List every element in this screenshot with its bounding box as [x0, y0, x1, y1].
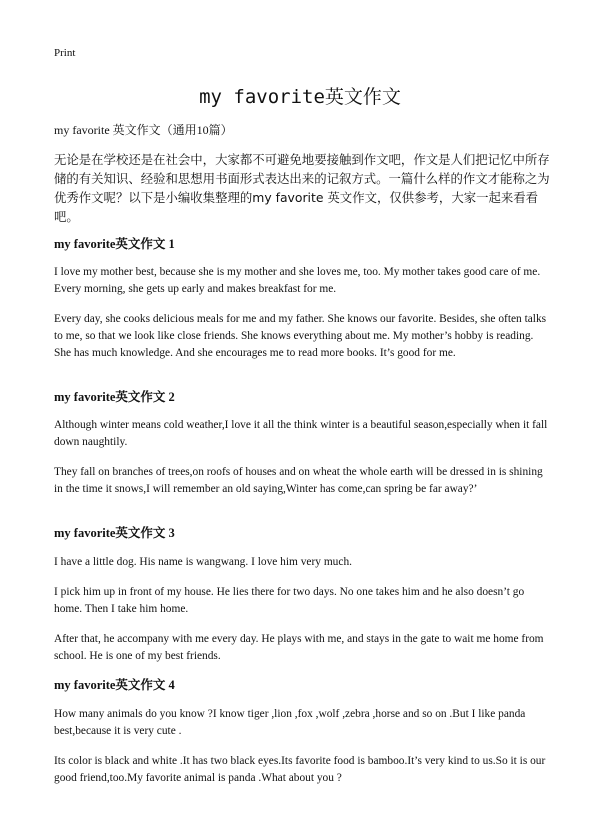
section-paragraph: I have a little dog. His name is wangwang. I love him very much. [54, 556, 352, 568]
print-label: Print [54, 47, 76, 59]
section-heading: my favorite英文作文 1 [54, 237, 175, 251]
essay-section-3 [54, 525, 550, 665]
section-paragraph: I love my mother best, because she is my mother and she loves me, too. My mother takes good care of me. Every morning, she gets up early and makes breakfast for me. [54, 266, 541, 295]
essay-section-1 [54, 236, 550, 362]
section-paragraph: How many animals do you know ?I know tiger ,lion ,fox ,wolf ,zebra ,horse and so on .But I like panda best,because it is very cute . [54, 708, 526, 737]
section-paragraph: Although winter means cold weather,I love it all the think winter is a beautiful season,especially when it fall down naughtily. [54, 419, 548, 448]
section-paragraph: Every day, she cooks delicious meals for me and my father. She knows our favorite. Besides, she often talks to me, so that we look like close friends. She knows everything about me. My mother’s hobby is reading. She has much knowledge. And she encourages me to read more books. It’s good for me. [54, 313, 547, 359]
section-heading: my favorite英文作文 2 [54, 390, 175, 404]
intro-paragraph: 无论是在学校还是在社会中，大家都不可避免地要接触到作文吧，作文是人们把记忆中所存储的有关知识、经验和思想用书面形式表达出来的记叙方式。一篇什么样的作文才能称之为优秀作文呢？以下是小编收集整理的my favorite 英文作文，仅供参考，大家一起来看看吧。 [54, 152, 550, 224]
section-paragraph: After that, he accompany with me every day. He plays with me, and stays in the gate to wait me home from school. He is one of my best friends. [54, 633, 544, 662]
document-subtitle: my favorite 英文作文（通用10篇） [54, 123, 233, 137]
essay-section-2 [54, 389, 550, 498]
essay-section-4 [54, 677, 550, 787]
document-title: my favorite英文作文 [199, 86, 401, 108]
section-paragraph: They fall on branches of trees,on roofs of houses and on wheat the whole earth will be dressed in is shining in the time it snows,I will remember an old saying,Winter has come,can spring be far away?’ [54, 466, 543, 495]
section-heading: my favorite英文作文 4 [54, 678, 175, 692]
section-paragraph: Its color is black and white .It has two black eyes.Its favorite food is bamboo.It’s very kind to us.So it is our good friend,too.My favorite animal is panda .What about you ? [54, 755, 546, 784]
section-heading: my favorite英文作文 3 [54, 526, 175, 540]
section-paragraph: I pick him up in front of my house. He lies there for two days. No one takes him and he also doesn’t go home. Then I take him home. [54, 586, 525, 615]
